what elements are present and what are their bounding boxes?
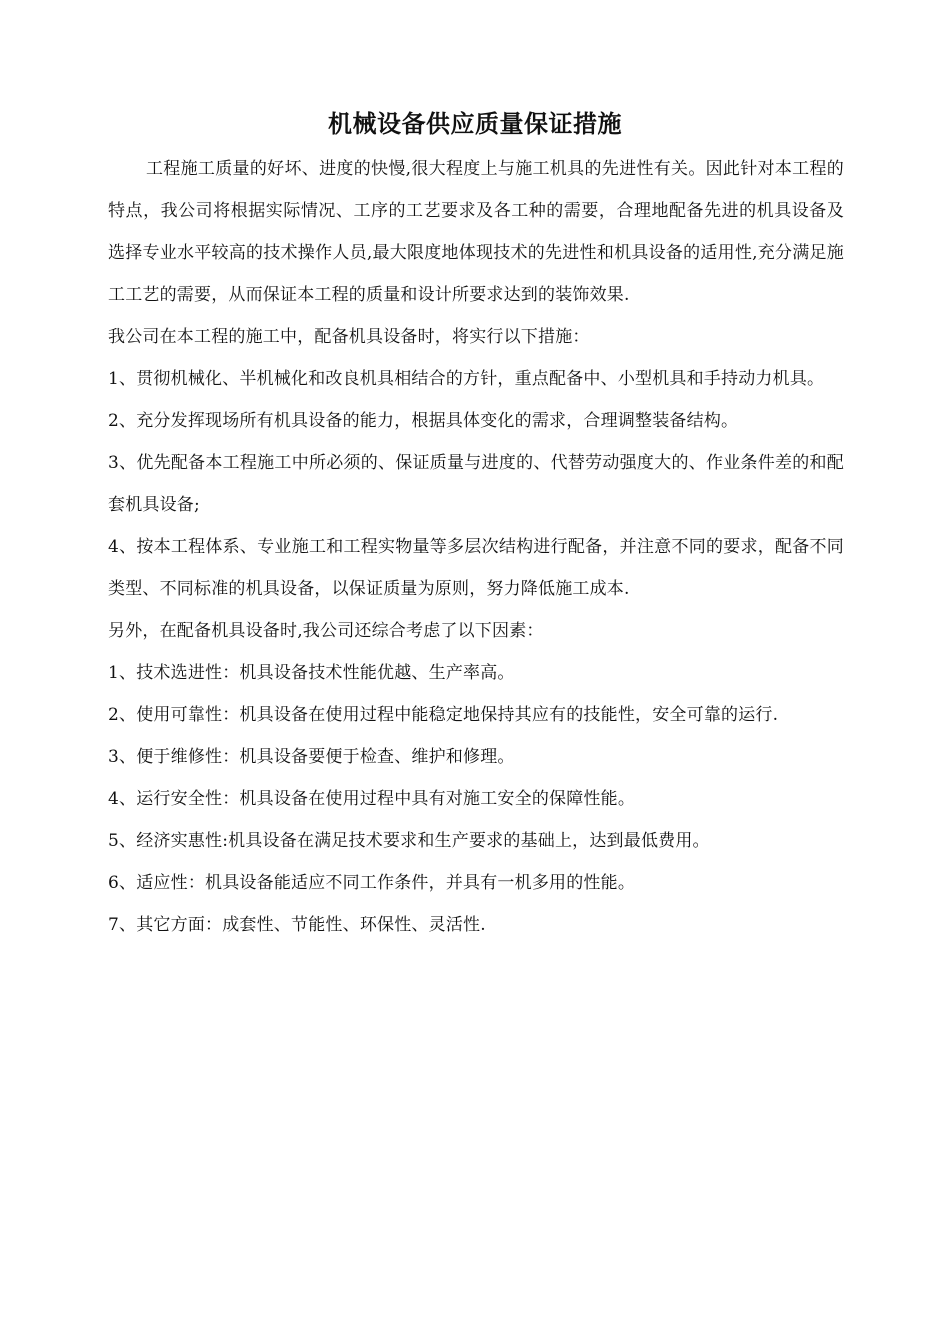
measure-item-2: 2、充分发挥现场所有机具设备的能力，根据具体变化的需求，合理调整装备结构。	[108, 411, 739, 431]
factors-intro: 另外，在配备机具设备时,我公司还综合考虑了以下因素：	[108, 621, 544, 641]
measure-item-4: 4、按本工程体系、专业施工和工程实物量等多层次结构进行配备，并注意不同的要求，配备不同类型、不同标准的机具设备，以保证质量为原则，努力降低施工成本.	[108, 537, 844, 599]
factor-item-3: 3、便于维修性：机具设备要便于检查、维护和修理。	[108, 747, 515, 767]
document-title: 机械设备供应质量保证措施	[328, 110, 622, 138]
measures-intro: 我公司在本工程的施工中，配备机具设备时，将实行以下措施：	[108, 327, 590, 347]
measure-item-3: 3、优先配备本工程施工中所必须的、保证质量与进度的、代替劳动强度大的、作业条件差的和配套机具设备;	[108, 453, 844, 515]
factor-item-1: 1、技术选进性：机具设备技术性能优越、生产率高。	[108, 663, 515, 683]
factor-item-6: 6、适应性：机具设备能适应不同工作条件，并具有一机多用的性能。	[108, 873, 636, 893]
factor-item-2: 2、使用可靠性：机具设备在使用过程中能稳定地保持其应有的技能性，安全可靠的运行.	[108, 705, 779, 725]
factor-item-5: 5、经济实惠性:机具设备在满足技术要求和生产要求的基础上，达到最低费用。	[108, 831, 710, 851]
measure-item-1: 1、贯彻机械化、半机械化和改良机具相结合的方针，重点配备中、小型机具和手持动力机具。	[108, 369, 825, 389]
factor-item-7: 7、其它方面：成套性、节能性、环保性、灵活性.	[108, 915, 486, 935]
intro-paragraph: 工程施工质量的好坏、进度的快慢,很大程度上与施工机具的先进性有关。因此针对本工程的特点，我公司将根据实际情况、工序的工艺要求及各工种的需要，合理地配备先进的机具设备及选择专业水平较高的技术操作人员,最大限度地体现技术的先进性和机具设备的适用性,充分满足施工工艺的需要，从而保证本工程的质量和设计所要求达到的装饰效果.	[108, 159, 844, 305]
document-body	[108, 148, 844, 946]
factor-item-4: 4、运行安全性：机具设备在使用过程中具有对施工安全的保障性能。	[108, 789, 636, 809]
